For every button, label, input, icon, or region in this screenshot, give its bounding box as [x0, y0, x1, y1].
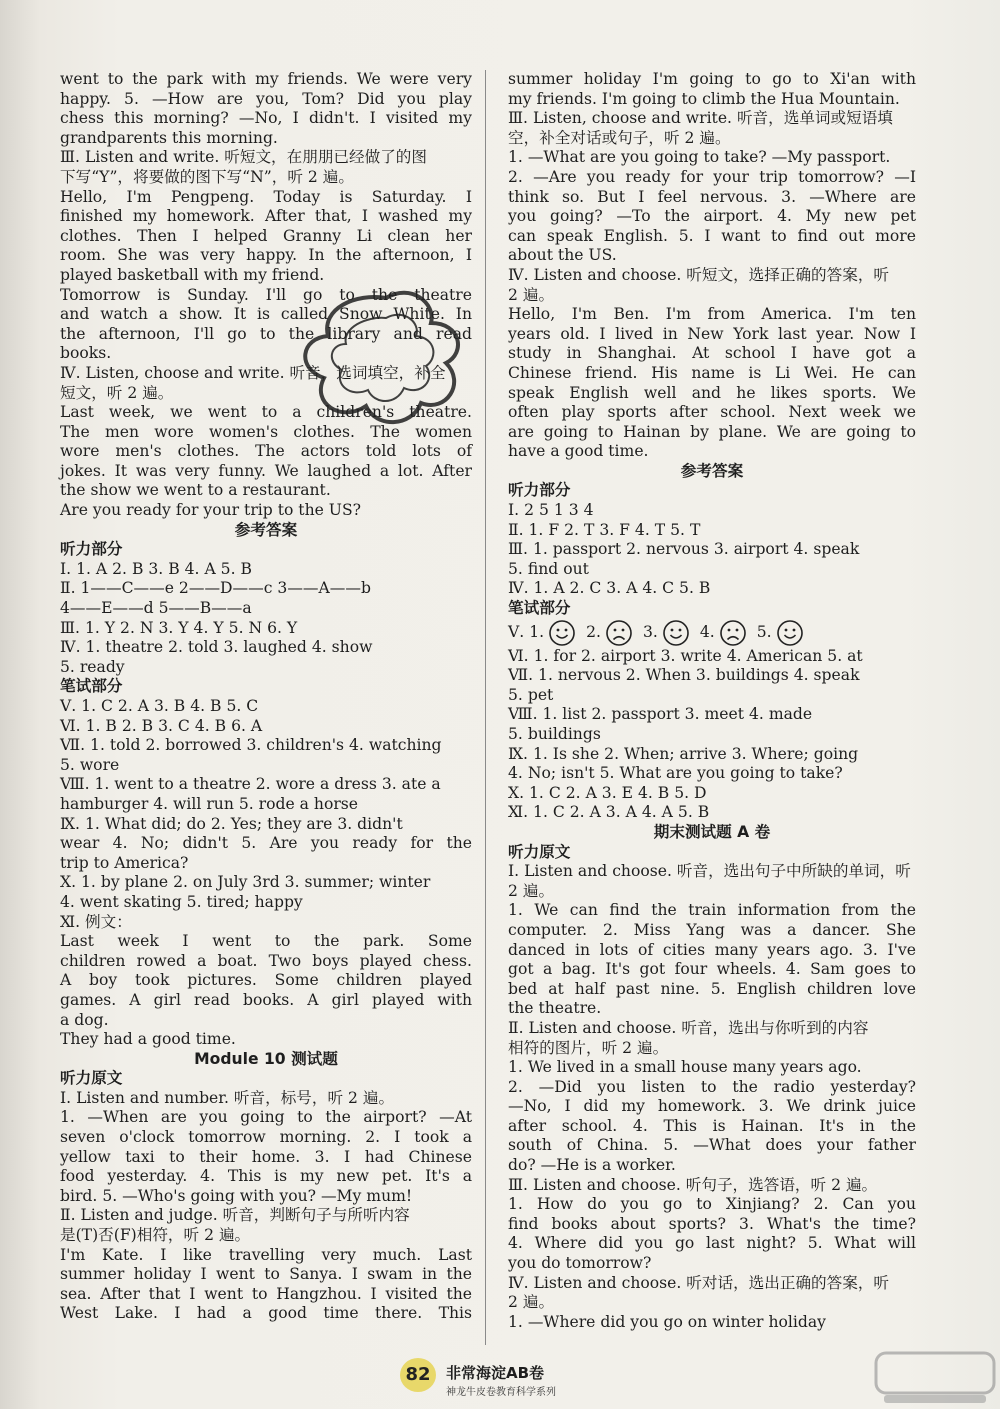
text-line: jokes. It was very funny. We laughed a lot. After	[60, 461, 472, 480]
section-heading: 期末测试题 A 卷	[653, 822, 771, 841]
decorative-stamp-icon	[286, 278, 486, 438]
happy-face-icon	[548, 619, 576, 647]
text-line: 5. buildings	[508, 725, 601, 743]
text-line: A boy took pictures. Some children played	[60, 971, 472, 990]
text-line: summer holiday I went to Sanya. I swam in the	[60, 1265, 472, 1284]
text-line: I'm Kate. I like travelling very much. Last	[60, 1245, 472, 1264]
footer-brand: 非常海淀AB卷	[446, 1364, 545, 1382]
text-line: Ⅲ. 1. passport 2. nervous 3. airport 4. speak	[508, 540, 860, 559]
text-line: 2 遍。	[508, 1293, 555, 1312]
text-line: yellow taxi to their home. 3. I had Chinese	[60, 1147, 472, 1166]
text-line: Ⅱ. Listen and choose. 听音，选出与你听到的内容	[508, 1018, 869, 1037]
text-line: 下写“Y”，将要做的图下写“N”，听 2 遍。	[60, 167, 354, 186]
text-line: Ⅶ. 1. nervous 2. When 3. buildings 4. speak	[508, 666, 860, 685]
text-line: 5. ready	[60, 657, 125, 676]
happy-face-icon	[776, 619, 804, 647]
text-line: wore men's clothes. The actors told lots of	[60, 442, 472, 461]
text-line: Ⅸ. 1. Is she 2. When; arrive 3. Where; going	[508, 744, 859, 763]
text-line: the show we went to a restaurant.	[60, 481, 331, 500]
text-line: are going to Hainan by plane. We are going to	[508, 422, 916, 441]
text-line: got a bag. It's got four wheels. 4. Sam goes to	[508, 960, 916, 979]
sad-face-icon	[719, 619, 747, 647]
text-line: 1. We lived in a small house many years ago.	[508, 1058, 862, 1077]
smiley-item-number: 1.	[529, 622, 545, 641]
text-line: danced in lots of cities many years ago. 3. I've	[508, 940, 916, 959]
text-line: computer. 2. Miss Yang was a dancer. She	[508, 920, 916, 939]
text-line: Ⅳ. 1. A 2. C 3. A 4. C 5. B	[508, 579, 711, 598]
text-line: Ⅲ. Listen, choose and write. 听音，选单词或短语填	[508, 109, 893, 128]
smiley-item-number: 3.	[642, 622, 658, 641]
text-line: 是(T)否(F)相符，听 2 遍。	[60, 1226, 251, 1245]
text-line: 1. —Where did you go on winter holiday	[508, 1312, 826, 1331]
text-line: Ⅴ. 1. C 2. A 3. B 4. B 5. C	[60, 697, 259, 715]
text-line: books.	[60, 344, 112, 363]
text-line: a dog.	[60, 1010, 109, 1029]
text-line: you going? —To the airport. 4. My new pet	[508, 207, 916, 226]
watermark-logo-icon	[870, 1345, 1000, 1409]
text-line: trip to America?	[60, 853, 189, 872]
text-line: went to the park with my friends. We were very	[60, 70, 472, 88]
page-number: 82	[400, 1358, 436, 1392]
text-line: Ⅱ. 1——C——e 2——D——c 3——A——b	[60, 579, 371, 598]
text-line: They had a good time.	[60, 1030, 236, 1049]
text-line: Ⅶ. 1. told 2. borrowed 3. children's 4. watching	[60, 736, 442, 755]
text-line: 2. —Are you ready for your trip tomorrow? —I	[508, 167, 916, 186]
happy-face-icon	[662, 619, 690, 647]
text-line: do? —He is a worker.	[508, 1156, 676, 1175]
right-column-upper	[508, 70, 916, 619]
text-line: Ⅲ. 1. Y 2. N 3. Y 4. Y 5. N 6. Y	[60, 618, 298, 637]
text-line: 4——E——d 5——B——a	[60, 599, 252, 618]
subsection-label: 听力部分	[60, 540, 123, 559]
text-line: Ⅳ. Listen, choose and write. 听音，选词填空，补全	[60, 363, 446, 382]
text-line: room. She was very happy. In the afternoon, I	[60, 246, 472, 265]
text-line: Ⅺ. 1. C 2. A 3. A 4. A 5. B	[508, 803, 710, 822]
text-line: Chinese friend. His name is Li Wei. He can	[508, 363, 916, 382]
text-line: 空，补全对话或句子，听 2 遍。	[508, 128, 731, 147]
text-line: have a good time.	[508, 442, 649, 461]
text-line: study in Shanghai. At school I have got a	[508, 344, 916, 363]
text-line: 1. —When are you going to the airport? —At	[60, 1108, 472, 1127]
text-line: bird. 5. —Who's going with you? —My mum!	[60, 1186, 413, 1205]
text-line: 1. How do you go to Xinjiang? 2. Can you	[508, 1195, 916, 1214]
text-line: speak English well and he likes sports. We	[508, 383, 916, 402]
text-line: Ⅳ. 1. theatre 2. told 3. laughed 4. show	[60, 638, 373, 657]
text-line: Hello, I'm Ben. I'm from America. I'm ten	[508, 305, 916, 324]
text-line: —No, I did my homework. 3. We drink juice	[508, 1097, 916, 1116]
text-line: The men wore women's clothes. The women	[60, 422, 472, 441]
text-line: clothes. Then I helped Granny Li clean her	[60, 226, 472, 245]
text-line: Ⅰ. 2 5 1 3 4	[508, 501, 594, 520]
text-line: Ⅹ. 1. by plane 2. on July 3rd 3. summer; winter	[60, 873, 431, 892]
text-line: children rowed a boat. Two boys played chess.	[60, 951, 472, 970]
text-line: played basketball with my friend.	[60, 265, 325, 284]
right-column	[508, 70, 916, 1332]
text-line: Ⅹ. 1. C 2. A 3. E 4. B 5. D	[508, 783, 707, 802]
text-line: Ⅰ. Listen and choose. 听音，选出句子中所缺的单词，听	[508, 862, 911, 881]
text-line: 1. We can find the train information from the	[508, 901, 916, 920]
footer-series: 神龙牛皮卷教育科学系列	[446, 1387, 556, 1398]
text-line: years old. I lived in New York last year. Now I	[508, 324, 916, 343]
text-line: seven o'clock tomorrow morning. 2. I took a	[60, 1128, 472, 1147]
smiley-item-number: 2.	[586, 622, 601, 641]
subsection-label: 听力原文	[60, 1069, 123, 1088]
text-line: finished my homework. After that, I washed my	[60, 207, 472, 226]
section-heading: Module 10 测试题	[194, 1049, 338, 1068]
left-column	[60, 70, 472, 1324]
text-line: Hello, I'm Pengpeng. Today is Saturday. I	[60, 187, 472, 206]
text-line: 2. —Did you listen to the radio yesterday?	[508, 1077, 916, 1096]
text-line: Ⅰ. Listen and number. 听音，标号，听 2 遍。	[60, 1088, 395, 1107]
text-line: 1. —What are you going to take? —My passport.	[508, 148, 891, 167]
text-line: south of China. 5. —What does your father	[508, 1136, 916, 1155]
section-heading: 参考答案	[234, 520, 298, 539]
text-line: 5. find out	[508, 559, 589, 578]
text-line: you do tomorrow?	[508, 1254, 652, 1273]
text-line: Ⅳ. Listen and choose. 听对话，选出正确的答案，听	[508, 1273, 890, 1292]
smiley-item-number: 5.	[756, 622, 772, 641]
text-line: 2 遍。	[508, 881, 555, 900]
text-line: Ⅵ. 1. B 2. B 3. C 4. B 6. A	[60, 716, 263, 735]
text-line: Ⅱ. 1. F 2. T 3. F 4. T 5. T	[508, 520, 701, 539]
text-line: hamburger 4. will run 5. rode a horse	[60, 794, 359, 813]
text-line: games. A girl read books. A girl played with	[60, 990, 472, 1009]
text-line: chess this morning? —No, I didn't. I visited my	[60, 109, 472, 128]
text-line: 5. pet	[508, 685, 554, 704]
text-line: Tomorrow is Sunday. I'll go to the theatre	[60, 285, 472, 304]
subsection-label: 笔试部分	[508, 599, 571, 618]
text-line: Ⅵ. 1. for 2. airport 3. write 4. American 5. at	[508, 646, 863, 665]
text-line: 2 遍。	[508, 285, 555, 304]
text-line: can speak English. 5. I want to find out more	[508, 226, 916, 245]
text-line: Ⅷ. 1. list 2. passport 3. meet 4. made	[508, 705, 813, 724]
text-line: West Lake. I had a good time there. This	[60, 1304, 472, 1323]
text-line: my friends. I'm going to climb the Hua Mountain.	[508, 89, 900, 108]
right-column-lower	[508, 647, 916, 1333]
text-line: 4. Where did you go last night? 5. What will	[508, 1234, 916, 1253]
text-line: wear 4. No; didn't 5. Are you ready for the	[60, 834, 472, 853]
text-line: 4. No; isn't 5. What are you going to take?	[508, 764, 843, 783]
text-line: about the US.	[508, 246, 617, 265]
text-line: the afternoon, I'll go to the library and read	[60, 324, 472, 343]
section-heading: 参考答案	[680, 461, 744, 480]
text-line: find books about sports? 3. What's the time?	[508, 1214, 916, 1233]
text-line: Ⅲ. Listen and choose. 听句子，选答语，听 2 遍。	[508, 1175, 878, 1194]
text-line: and watch a show. It is called Snow White. In	[60, 305, 472, 324]
subsection-label: 听力部分	[508, 481, 571, 500]
text-line: Ⅳ. Listen and choose. 听短文，选择正确的答案，听	[508, 265, 890, 284]
text-line: Are you ready for your trip to the US?	[60, 501, 361, 520]
smiley-row-label: Ⅴ.	[508, 622, 530, 641]
text-line: Ⅲ. Listen and write. 听短文，在朋朋已经做了的图	[60, 148, 427, 167]
text-line: Last week, we went to a children's theatre.	[60, 403, 472, 422]
text-line: Ⅸ. 1. What did; do 2. Yes; they are 3. didn't	[60, 814, 403, 833]
subsection-label: 听力原文	[508, 842, 571, 861]
text-line: 相符的图片，听 2 遍。	[508, 1038, 669, 1057]
text-line: grandparents this morning.	[60, 128, 278, 147]
text-line: 4. went skating 5. tired; happy	[60, 892, 303, 911]
text-line: Ⅺ. 例文：	[60, 912, 132, 931]
text-line: the theatre.	[508, 999, 602, 1018]
text-line: often play sports after school. Next week we	[508, 403, 916, 422]
text-line: summer holiday I'm going to go to Xi'an with	[508, 70, 916, 88]
text-line: 短文，听 2 遍。	[60, 383, 174, 402]
text-line: sea. After that I went to Hangzhou. I visited the	[60, 1284, 472, 1303]
text-line: happy. 5. —How are you, Tom? Did you play	[60, 89, 472, 108]
smiley-item-number: 4.	[699, 622, 715, 641]
text-line: food yesterday. 4. This is my new pet. It's a	[60, 1167, 472, 1186]
text-line: after school. 4. This is Hainan. It's in the	[508, 1116, 916, 1135]
smiley-answer-row	[508, 619, 916, 647]
sad-face-icon	[605, 619, 633, 647]
text-line: Ⅷ. 1. went to a theatre 2. wore a dress 3. ate a	[60, 775, 441, 794]
text-line: think so. But I feel nervous. 3. —Where are	[508, 187, 916, 206]
text-line: 5. wore	[60, 755, 120, 774]
text-line: Ⅱ. Listen and judge. 听音，判断句子与所听内容	[60, 1206, 410, 1225]
column-divider	[485, 70, 486, 1345]
text-line: Last week I went to the park. Some	[60, 932, 472, 951]
text-line: Ⅰ. 1. A 2. B 3. B 4. A 5. B	[60, 559, 252, 578]
text-line: bed at half past nine. 5. English children love	[508, 979, 916, 998]
subsection-label: 笔试部分	[60, 677, 123, 696]
